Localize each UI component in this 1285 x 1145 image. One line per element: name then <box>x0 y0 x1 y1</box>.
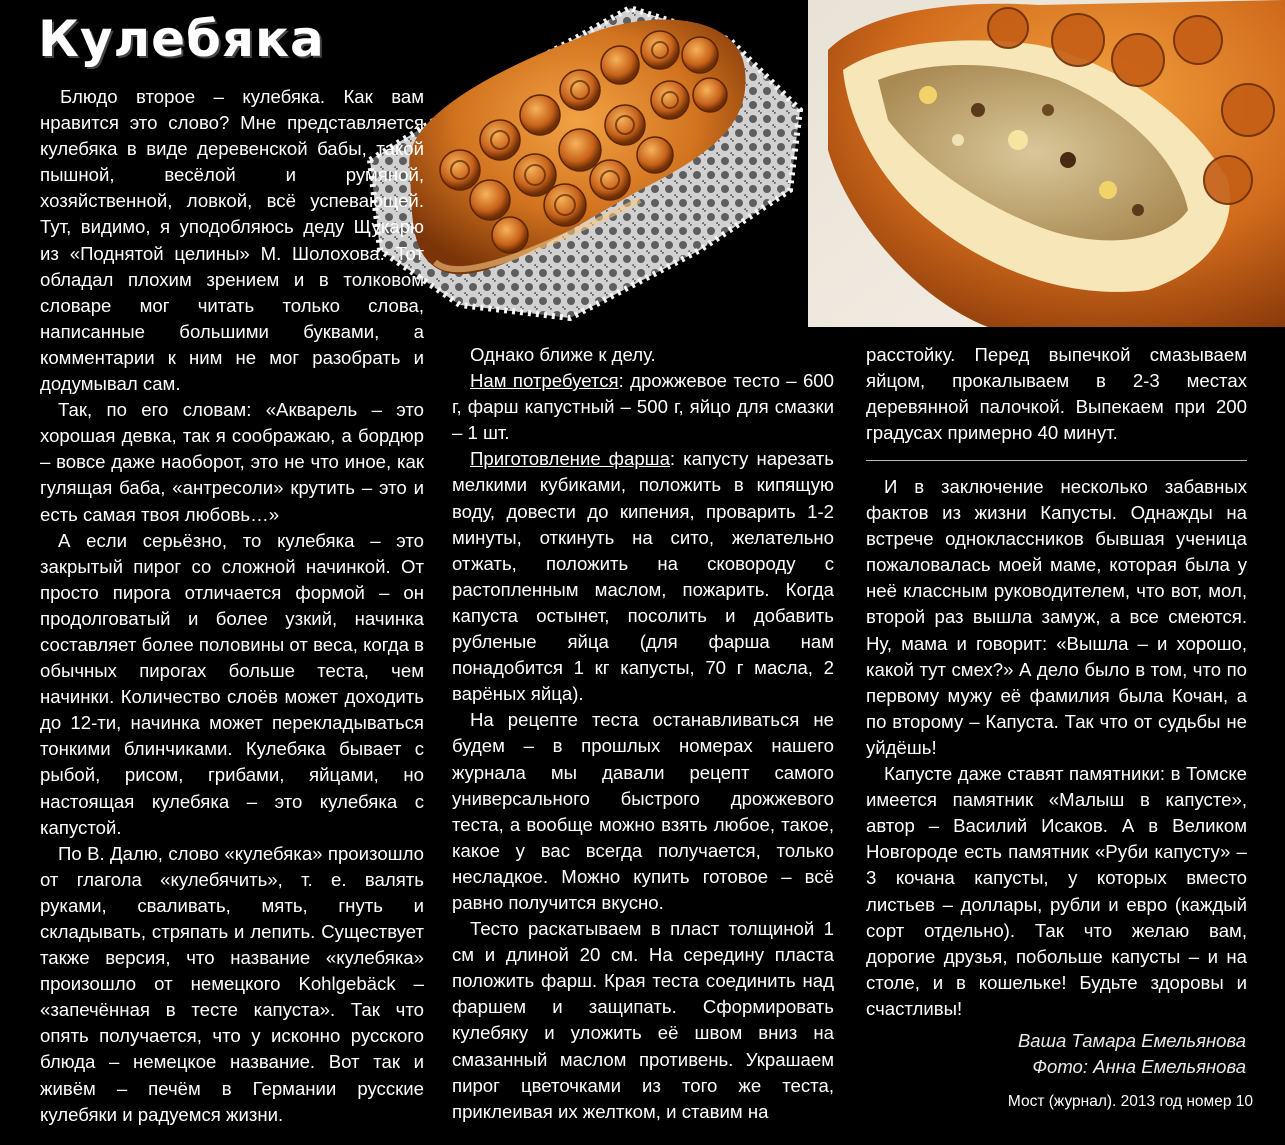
article-column-2 <box>452 342 834 1125</box>
paragraph-dough: На рецепте теста останавливаться не будем – в прошлых номерах нашего журнала мы давали рецепт самого универсального быстрого дрожжевого теста, а вообще можно взять любое, такое, какое у вас всегда получается, только несладкое. Можно купить готовое – всё равно получится вкусно. <box>452 709 834 913</box>
filling-prep-text: : капусту нарезать мелкими кубиками, положить в кипящую воду, довести до кипения, проварить 1-2 минуты, откинуть на сито, желательно отжать, положить на сковороду с растопленным маслом, пожарить. Когда капуста остынет, посолить и добавить рубленые яйца (для фарша нам понадобится 1 кг капусты, 70 г масла, 2 варёных яйца). <box>452 448 834 705</box>
paragraph-quote: Так, по его словам: «Акварель – это хорошая девка, так я соображаю, а бордюр – вовсе даже наоборот, это не что иное, как гулящая баба, «антресоли» крутить – это и есть самая твоя любовь…» <box>40 399 424 525</box>
author-name: Ваша Тамара Емельянова <box>1017 1030 1246 1051</box>
paragraph-funny-fact: И в заключение несколько забавных фактов из жизни Капусты. Однажды на встрече одноклассников бывшая ученица пожаловалась моей маме, которая была у неё классным руководителем, что вот, мол, второй раз вышла замуж, а все смеются. Ну, мама и говорит: «Вышла – и хорошо, какой тут смех?» А дело было в том, что по первому мужу её фамилия была Кочан, а по второму – Капуста. Так что от судьбы не уйдёшь! <box>866 476 1247 758</box>
paragraph-monuments: Капусте даже ставят памятники: в Томске имеется памятник «Малыш в капусте», автор – Василий Исаков. А в Великом Новгороде есть памятник «Руби капусту» – 3 кочана капусты, у которых вместо листьев – доллары, рубли и евро (каждый сорт отдельно). Так что желаю вам, дорогие друзья, побольше капусты – и на столе, и в кошельке! Будьте здоровы и счастливы! <box>866 763 1247 1019</box>
photo-credit: Фото: Анна Емельянова <box>1032 1056 1246 1077</box>
column-divider <box>866 460 1247 461</box>
author-credits <box>980 1028 1246 1080</box>
paragraph-shaping: Тесто раскатываем в пласт толщиной 1 см и длиной 20 см. На середину пласта положить фарш. Края теста соединить над фаршем и защипать. Сформировать кулебяку и уложить её швом вниз на смазанный маслом противень. Украшаем пирог цветочками из того же теста, приклеивая их желтком, и ставим на <box>452 918 834 1122</box>
article-column-3 <box>866 474 1247 1022</box>
source-caption: Мост (журнал). 2013 год номер 10 <box>1007 1093 1253 1110</box>
ingredients-text: : дрожжевое тесто – 600 г, фарш капустный – 500 г, яйцо для смазки – 1 шт. <box>452 370 834 444</box>
article-column-3-top <box>866 342 1247 446</box>
paragraph-to-business: Однако ближе к делу. <box>470 344 656 365</box>
photo-cut-kulebyaka <box>808 0 1285 327</box>
paragraph-etymology: По В. Далю, слово «кулебяка» произошло от глагола «кулебячить», т. е. валять руками, сваливать, мять, гнуть и складывать, стряпать и лепить. Существует также версия, что название «кулебяка» произошло от немецкого Kohlgebäck – «запечённая в тесте капуста». Так что опять получается, что у исконно русского блюда – немецкое название. Вот так и живём – печём в Германии русские кулебяки и радуемся жизни. <box>40 842 424 1125</box>
paragraph-baking: расстойку. Перед выпечкой смазываем яйцом, прокалываем в 2-3 местах деревянной палочкой. Выпекаем при 200 градусах примерно 40 минут. <box>866 344 1247 444</box>
paragraph-filling-prep <box>452 446 834 707</box>
ingredients-label: Нам потребуется <box>470 370 619 392</box>
paragraph-intro: Блюдо второе – кулебяка. Как вам нравится это слово? Мне представляется кулебяка в виде деревенской бабы, такой пышной, весёлой и румяной, хозяйственной, ловкой, всё успевающей. Тут, видимо, я уподобляюсь деду Щукарю из «Поднятой целины» М. Шолохова. Тот обладал плохим зрением и в толковом словаре мог читать только слова, написанные большими буквами, а комментарии к ним не мог разобрать и додумывал сам. <box>40 86 424 395</box>
paragraph-definition: А если серьёзно, то кулебяка – это закрытый пирог со сложной начинкой. От просто пирога отличается формой – он продолговатый и более узкий, начинка составляет более половины от веса, когда в обычных пирогах больше теста, чем начинки. Количество слоёв может доходить до 12-ти, начинка может перекладываться тонкими блинчиками. Кулебяка бывает с рыбой, рисом, грибами, яйцами, но настоящая кулебяка – это кулебяка с капустой. <box>40 529 424 838</box>
paragraph-ingredients <box>452 368 834 446</box>
article-title: Кулебяка <box>38 10 325 68</box>
article-column-1 <box>40 84 424 1128</box>
filling-prep-label: Приготовление фарша <box>470 448 670 470</box>
